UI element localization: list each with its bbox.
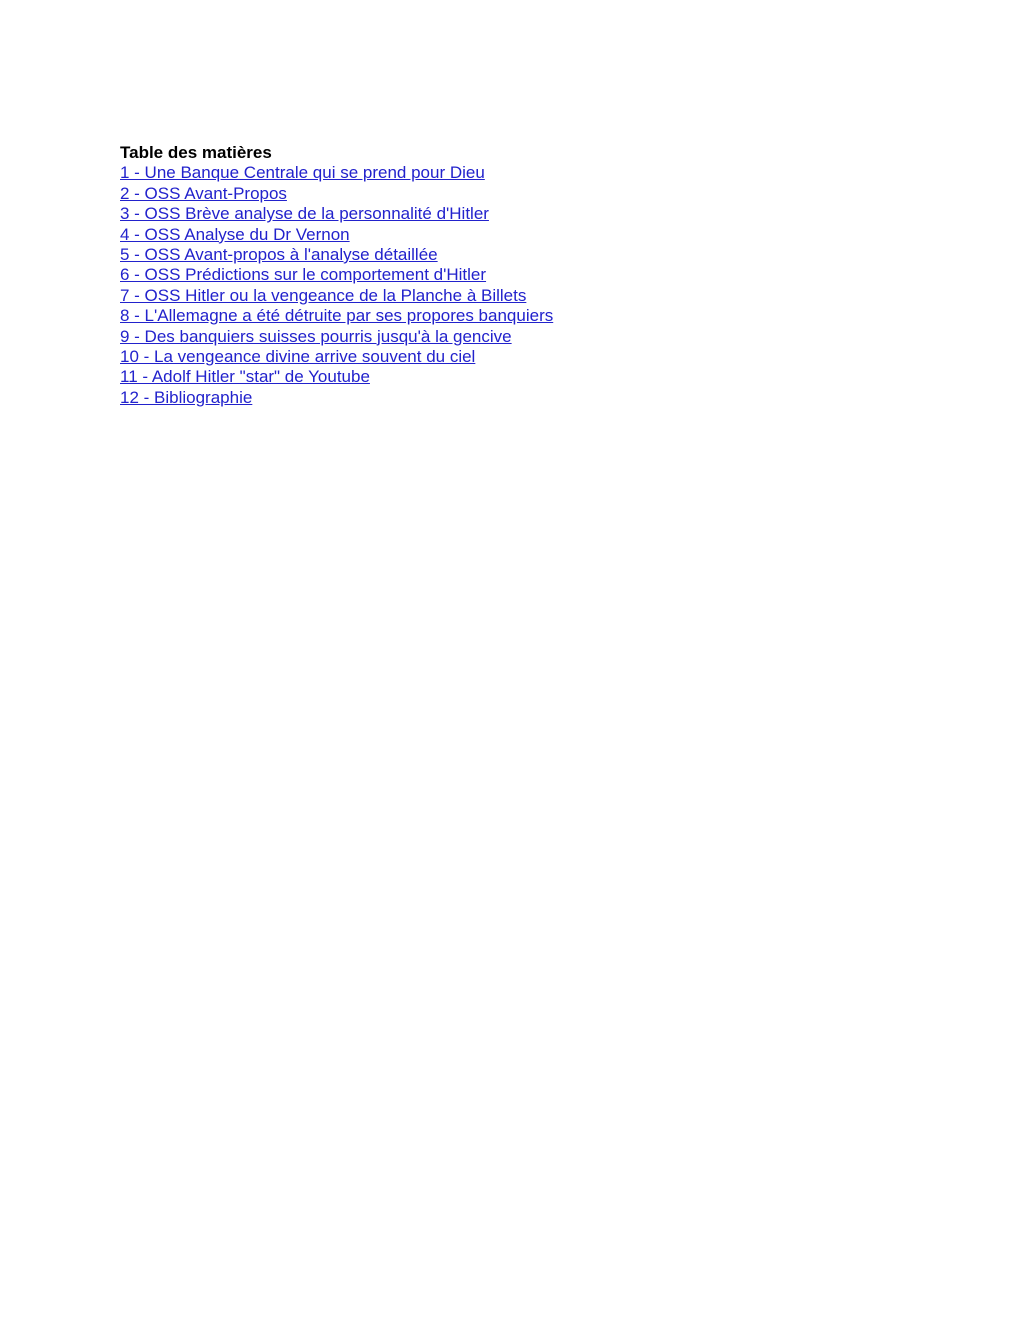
toc-entry [120, 327, 553, 347]
toc-link-6[interactable]: 6 - OSS Prédictions sur le comportement d'Hitler [120, 265, 487, 285]
toc-link-9[interactable]: 9 - Des banquiers suisses pourris jusqu'à la gencive [120, 326, 512, 346]
toc-link-4[interactable]: 4 - OSS Analyse du Dr Vernon [120, 224, 350, 244]
toc-list [120, 163, 553, 408]
toc-entry [120, 204, 553, 224]
toc-entry [120, 184, 553, 204]
toc-link-8[interactable]: 8 - L'Allemagne a été détruite par ses propores banquiers [120, 306, 554, 326]
toc-link-12[interactable]: 12 - Bibliographie [120, 387, 253, 407]
toc-link-10[interactable]: 10 - La vengeance divine arrive souvent du ciel [120, 347, 476, 367]
toc-link-7[interactable]: 7 - OSS Hitler ou la vengeance de la Planche à Billets [120, 285, 527, 305]
toc-title: Table des matières [120, 143, 272, 162]
toc-entry [120, 347, 553, 367]
toc-entry [120, 163, 553, 183]
toc-entry [120, 286, 553, 306]
toc-entry [120, 306, 553, 326]
table-of-contents [120, 143, 553, 408]
toc-link-1[interactable]: 1 - Une Banque Centrale qui se prend pour Dieu [120, 163, 485, 183]
toc-entry [120, 225, 553, 245]
toc-entry [120, 265, 553, 285]
toc-link-2[interactable]: 2 - OSS Avant-Propos [120, 183, 287, 203]
toc-link-5[interactable]: 5 - OSS Avant-propos à l'analyse détaillée [120, 245, 438, 265]
toc-link-3[interactable]: 3 - OSS Brève analyse de la personnalité d'Hitler [120, 204, 489, 224]
toc-entry [120, 245, 553, 265]
toc-link-11[interactable]: 11 - Adolf Hitler "star" de Youtube [120, 367, 370, 387]
toc-entry [120, 388, 553, 408]
toc-entry [120, 367, 553, 387]
